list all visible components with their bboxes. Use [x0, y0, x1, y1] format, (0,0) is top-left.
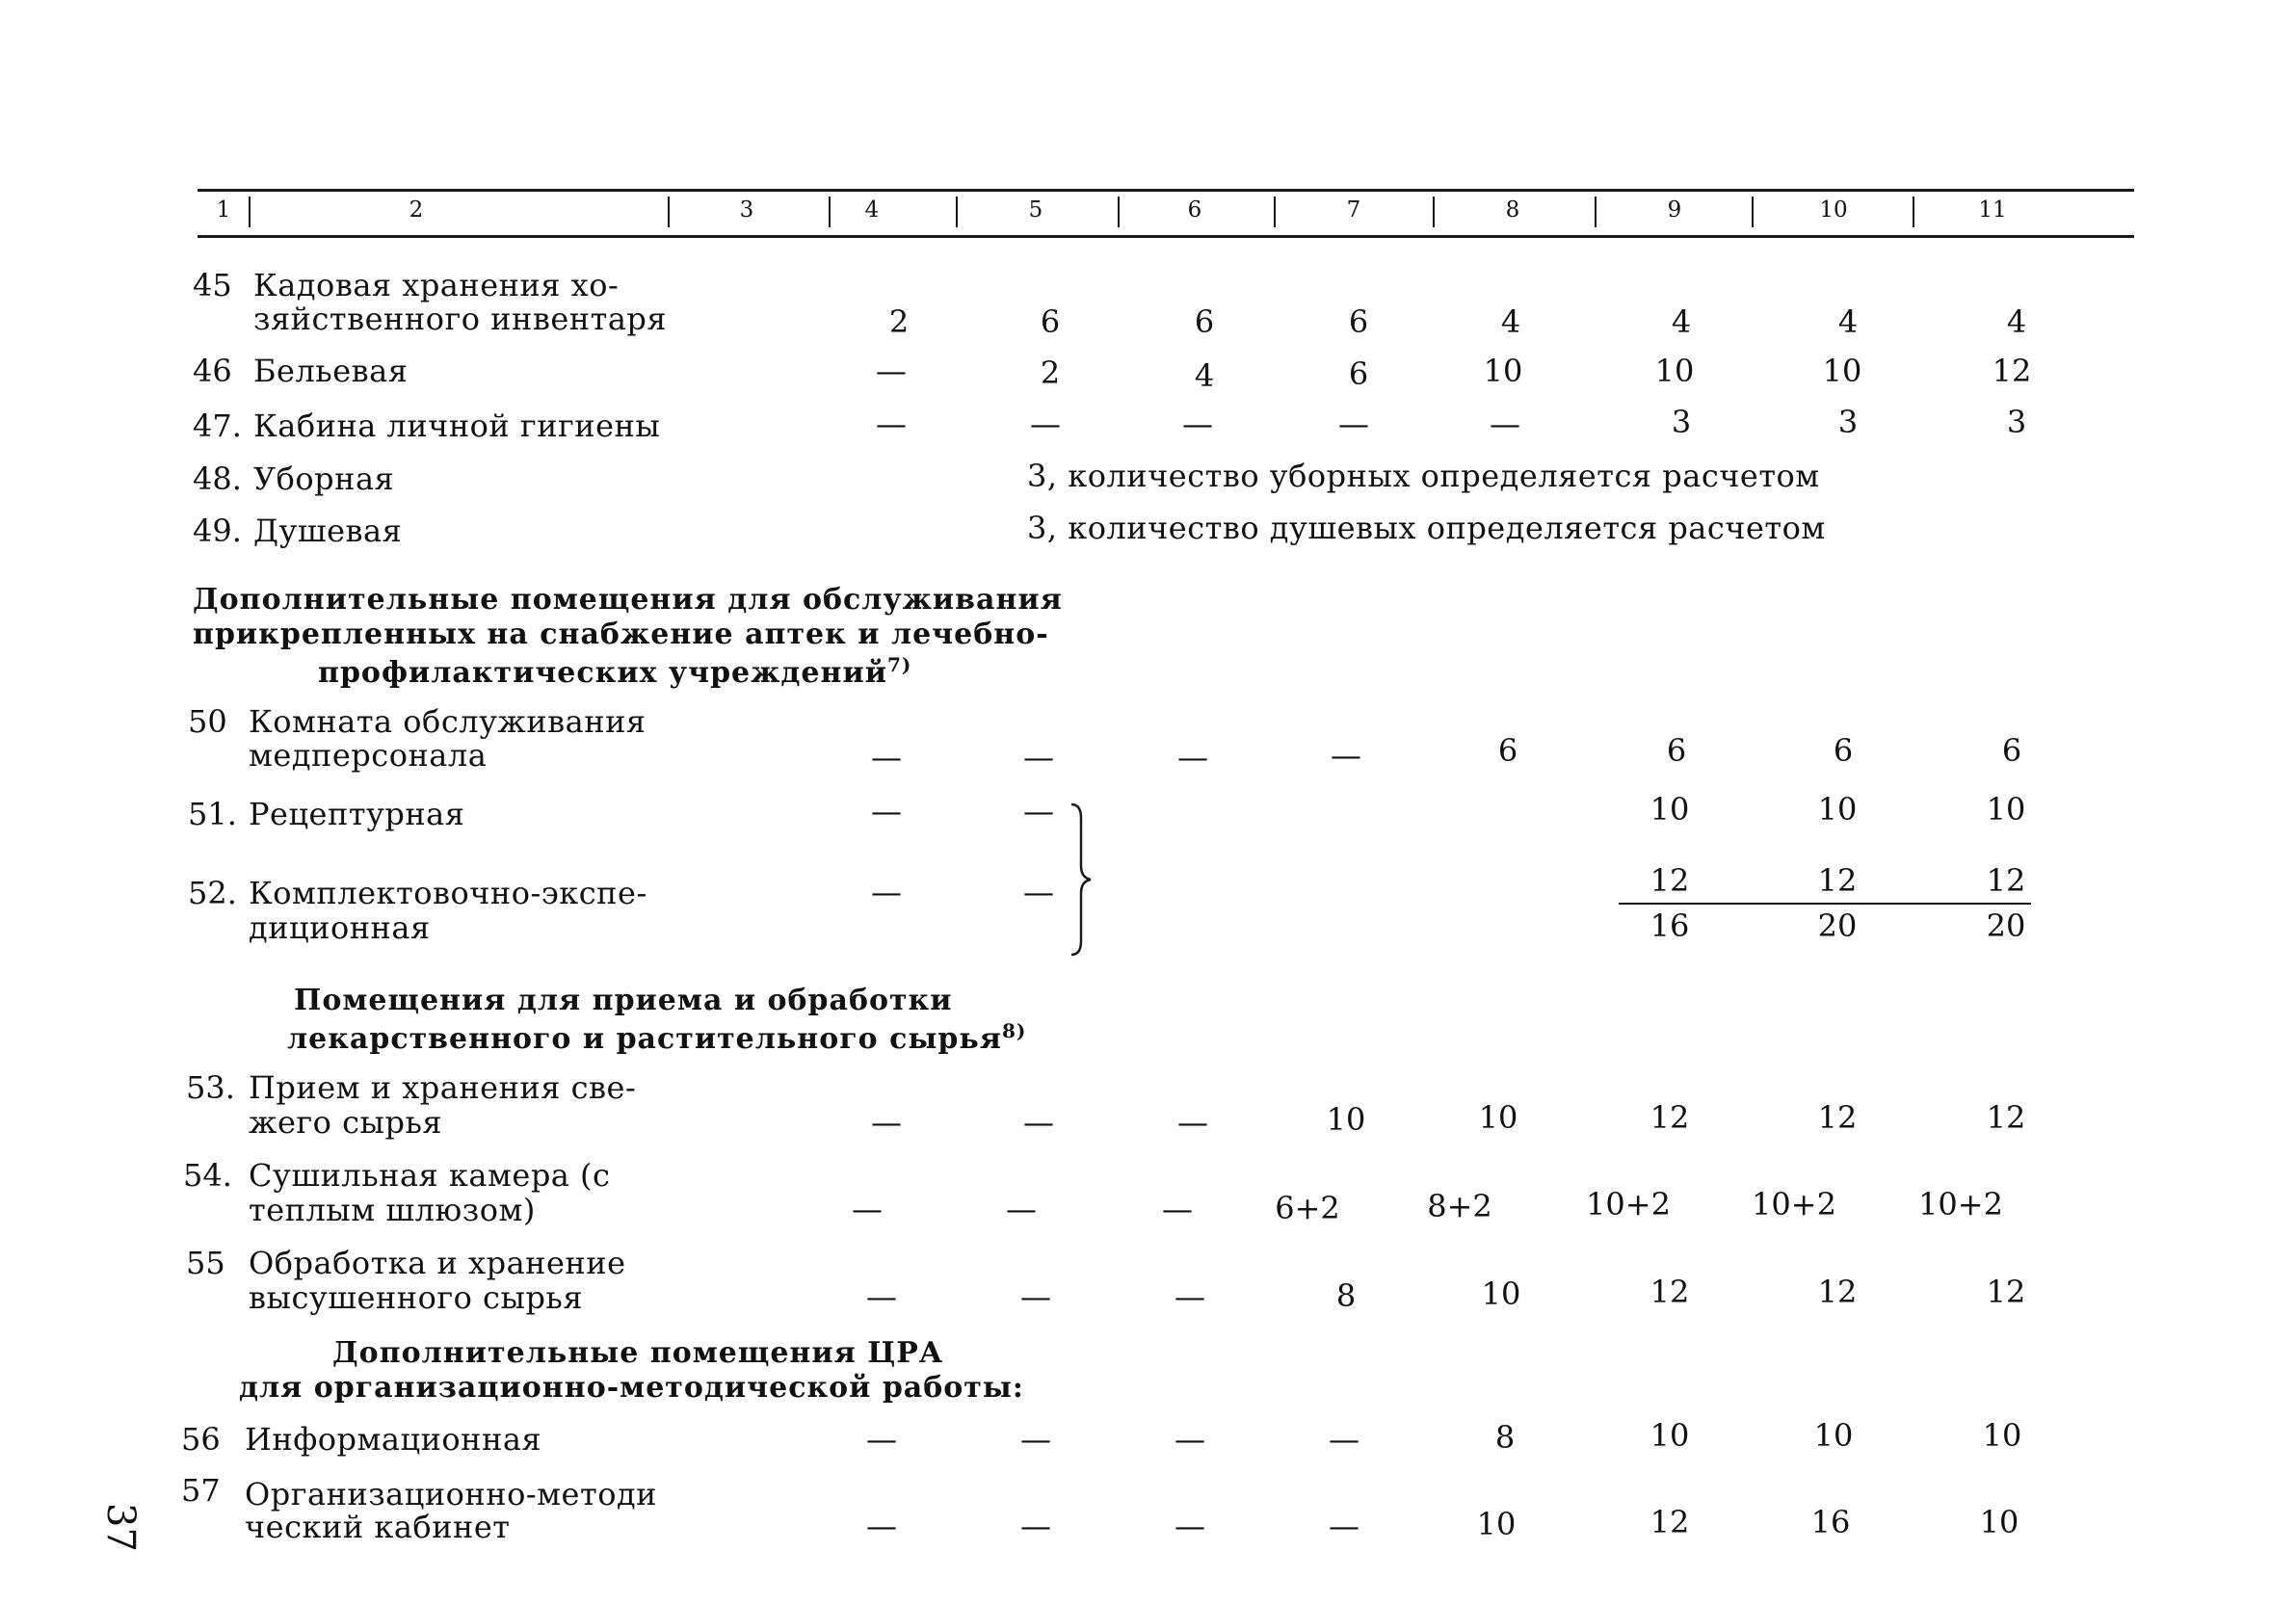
cell-col6: 4: [1194, 357, 1215, 394]
cell-col9: 12: [1649, 1274, 1690, 1310]
header-top-rule: [198, 189, 2134, 192]
cell-col11: 10+2: [1918, 1186, 2003, 1223]
cell-col9: 3: [1671, 404, 1692, 440]
cell-col4: —: [871, 1104, 902, 1141]
cell-col4: —: [871, 739, 902, 776]
cell-col5: 2: [1040, 355, 1061, 391]
row-label: Кабина личной гигиены: [253, 408, 661, 444]
cell-col4: —: [866, 1508, 897, 1544]
row-label: Сушильная камера (с: [249, 1157, 611, 1194]
cell-col9: 6: [1666, 732, 1687, 769]
cell-col8: 6: [1497, 732, 1518, 769]
header-bottom-rule: [198, 235, 2134, 238]
column-header-9: 9: [1667, 197, 1682, 223]
cell-col7: 6: [1348, 303, 1369, 340]
section-heading-continued: прикрепленных на снабжение аптек и лечебно-: [193, 618, 1049, 651]
cell-col4: —: [876, 406, 907, 442]
row-label: Душевая: [253, 513, 403, 549]
row-label: Уборная: [253, 460, 395, 497]
column-header-10: 10: [1819, 197, 1848, 223]
column-header-6: 6: [1187, 197, 1202, 223]
row-number: 50: [188, 703, 227, 740]
cell-col11: 12: [1986, 1274, 2026, 1310]
row-number: 48.: [193, 460, 242, 497]
row-label: Обработка и хранение: [249, 1245, 626, 1281]
cell-col8: 10: [1481, 1275, 1521, 1312]
cell-col7: 10: [1326, 1101, 1366, 1138]
header-separator: [1913, 197, 1914, 227]
section-heading-continued: профилактических учреждений$^{7)}$: [318, 653, 912, 690]
cell-col8: 10: [1483, 353, 1523, 389]
cell-col6: —: [1182, 406, 1213, 442]
header-separator: [1433, 197, 1435, 227]
cell-col7: 8: [1335, 1277, 1357, 1314]
cell-col10: 6: [1833, 732, 1854, 769]
row-label: Комплектовочно-экспе-: [249, 875, 647, 911]
row-number: 49.: [193, 513, 242, 549]
cell-col11: 3: [2006, 404, 2027, 440]
cell-col7: 6: [1348, 355, 1369, 392]
total-col9: 16: [1649, 907, 1690, 944]
cell-col10: 10+2: [1752, 1186, 1836, 1223]
row-number: 54.: [183, 1157, 232, 1194]
cell-col11: 4: [2006, 303, 2027, 340]
cell-col5: 6: [1040, 303, 1061, 340]
cell-col6: —: [1174, 1421, 1205, 1458]
cell-col6: —: [1162, 1191, 1193, 1227]
column-header-8: 8: [1505, 197, 1520, 223]
cell-col7: —: [1329, 1508, 1359, 1544]
section-heading: Дополнительные помещения для обслуживания: [193, 583, 1063, 617]
header-separator: [829, 197, 831, 227]
cell-col8: 8+2: [1427, 1188, 1492, 1224]
column-header-4: 4: [864, 197, 880, 223]
cell-col9: 10: [1654, 353, 1695, 389]
cell-col10: 16: [1810, 1504, 1851, 1540]
row-label: Прием и хранения све-: [249, 1069, 637, 1106]
cell-col9: 10+2: [1586, 1186, 1671, 1223]
row-label: Организационно-методи: [245, 1476, 657, 1512]
row-label-continued: высушенного сырья: [249, 1279, 584, 1316]
cell-col10: 12: [1817, 1099, 1858, 1136]
cell-col4: —: [866, 1421, 897, 1458]
cell-col6: 6: [1194, 303, 1215, 340]
row-number: 46: [193, 353, 232, 389]
row-number: 53.: [186, 1069, 235, 1106]
row-label: Рецептурная: [249, 796, 465, 832]
row-label: Информационная: [245, 1421, 542, 1458]
cell-col5: —: [1030, 406, 1061, 442]
header-separator: [1595, 197, 1597, 227]
row-number: 52.: [188, 875, 237, 911]
header-separator: [249, 197, 251, 227]
cell-col10: 10: [1822, 353, 1862, 389]
cell-col7: 6+2: [1275, 1190, 1340, 1226]
section-heading-continued: для организационно-методической работы:: [239, 1371, 1025, 1405]
cell-col10: 10: [1817, 791, 1858, 828]
cell-col11: 6: [2001, 732, 2022, 769]
cell-col5: —: [1020, 1508, 1051, 1544]
cell-col8: 10: [1476, 1506, 1517, 1542]
cell-col4: —: [866, 1278, 897, 1315]
cell-col5: —: [1023, 874, 1054, 910]
header-separator: [668, 197, 670, 227]
total-col11: 20: [1986, 907, 2026, 944]
row-number: 51.: [188, 796, 237, 832]
cell-col10: 12: [1817, 1274, 1858, 1310]
cell-col11: 12: [1986, 1099, 2026, 1136]
cell-col4: —: [871, 874, 902, 910]
cell-col9: 10: [1649, 1417, 1690, 1454]
cell-col8: 8: [1494, 1419, 1516, 1456]
row-number: 57: [181, 1472, 221, 1509]
column-header-1: 1: [216, 197, 231, 223]
cell-col8: 10: [1478, 1099, 1518, 1136]
row-label: Комната обслуживания: [249, 703, 647, 740]
column-header-11: 11: [1978, 197, 2007, 223]
cell-col8: —: [1490, 406, 1520, 442]
column-header-2: 2: [409, 197, 424, 223]
cell-col11: 10: [1986, 791, 2026, 828]
row-label-continued: диционная: [249, 909, 431, 946]
cell-col9: 12: [1649, 1504, 1690, 1540]
row-number: 47.: [193, 408, 242, 444]
cell-col5: —: [1023, 739, 1054, 776]
page-number: 37: [98, 1503, 143, 1552]
row-label: Кадовая хранения хо-: [253, 267, 620, 303]
row-label-continued: теплым шлюзом): [249, 1192, 536, 1228]
cell-col9: 12: [1649, 1099, 1690, 1136]
cell-col9: 10: [1649, 791, 1690, 828]
header-separator: [1118, 197, 1120, 227]
total-col10: 20: [1817, 907, 1858, 944]
header-separator: [956, 197, 958, 227]
header-separator: [1274, 197, 1276, 227]
column-header-3: 3: [739, 197, 754, 223]
cell-col10: 4: [1837, 303, 1859, 340]
cell-col6: —: [1177, 1104, 1208, 1141]
row-span-note: 3, количество уборных определяется расчетом: [1027, 458, 1820, 494]
cell-col11: 10: [1982, 1417, 2022, 1454]
cell-col7: —: [1329, 1421, 1359, 1458]
cell-col5: —: [1023, 1104, 1054, 1141]
sum-divider: [1619, 903, 2031, 905]
column-header-7: 7: [1346, 197, 1361, 223]
cell-col4: —: [876, 353, 907, 389]
section-heading: Помещения для приема и обработки: [294, 984, 953, 1017]
column-header-5: 5: [1028, 197, 1043, 223]
row-span-note: 3, количество душевых определяется расчетом: [1027, 510, 1826, 546]
section-heading: Дополнительные помещения ЦРА: [332, 1336, 944, 1370]
cell-col9: 4: [1671, 303, 1692, 340]
row-label-continued: жего сырья: [249, 1104, 443, 1141]
cell-col7: —: [1338, 406, 1369, 442]
row-number: 55: [186, 1245, 225, 1281]
row-label-continued: медперсонала: [249, 737, 488, 774]
row-label-continued: ческий кабинет: [245, 1509, 511, 1545]
cell-col11: 12: [1986, 862, 2026, 899]
cell-col4: —: [871, 793, 902, 829]
cell-col5: —: [1006, 1191, 1037, 1227]
cell-col6: —: [1174, 1278, 1205, 1315]
row-label: Бельевая: [253, 353, 409, 389]
row-label-continued: зяйственного инвентаря: [253, 301, 668, 337]
cell-col8: 4: [1500, 303, 1521, 340]
row-number: 45: [193, 267, 232, 303]
cell-col10: 3: [1837, 404, 1859, 440]
cell-col11: 10: [1979, 1504, 2019, 1540]
cell-col11: 12: [1992, 353, 2032, 389]
cell-col5: —: [1020, 1278, 1051, 1315]
row-number: 56: [181, 1421, 221, 1458]
brace-icon: [1068, 802, 1096, 957]
section-heading-continued: лекарственного и растительного сырья$^{8)}$: [287, 1019, 1027, 1056]
cell-col4: 2: [888, 303, 910, 340]
cell-col6: —: [1177, 739, 1208, 776]
cell-col7: —: [1331, 737, 1361, 774]
cell-col4: —: [852, 1191, 883, 1227]
cell-col10: 10: [1813, 1417, 1854, 1454]
cell-col6: —: [1174, 1508, 1205, 1544]
cell-col10: 12: [1817, 862, 1858, 899]
cell-col9: 12: [1649, 862, 1690, 899]
cell-col5: —: [1023, 793, 1054, 829]
header-separator: [1752, 197, 1754, 227]
cell-col5: —: [1020, 1421, 1051, 1458]
